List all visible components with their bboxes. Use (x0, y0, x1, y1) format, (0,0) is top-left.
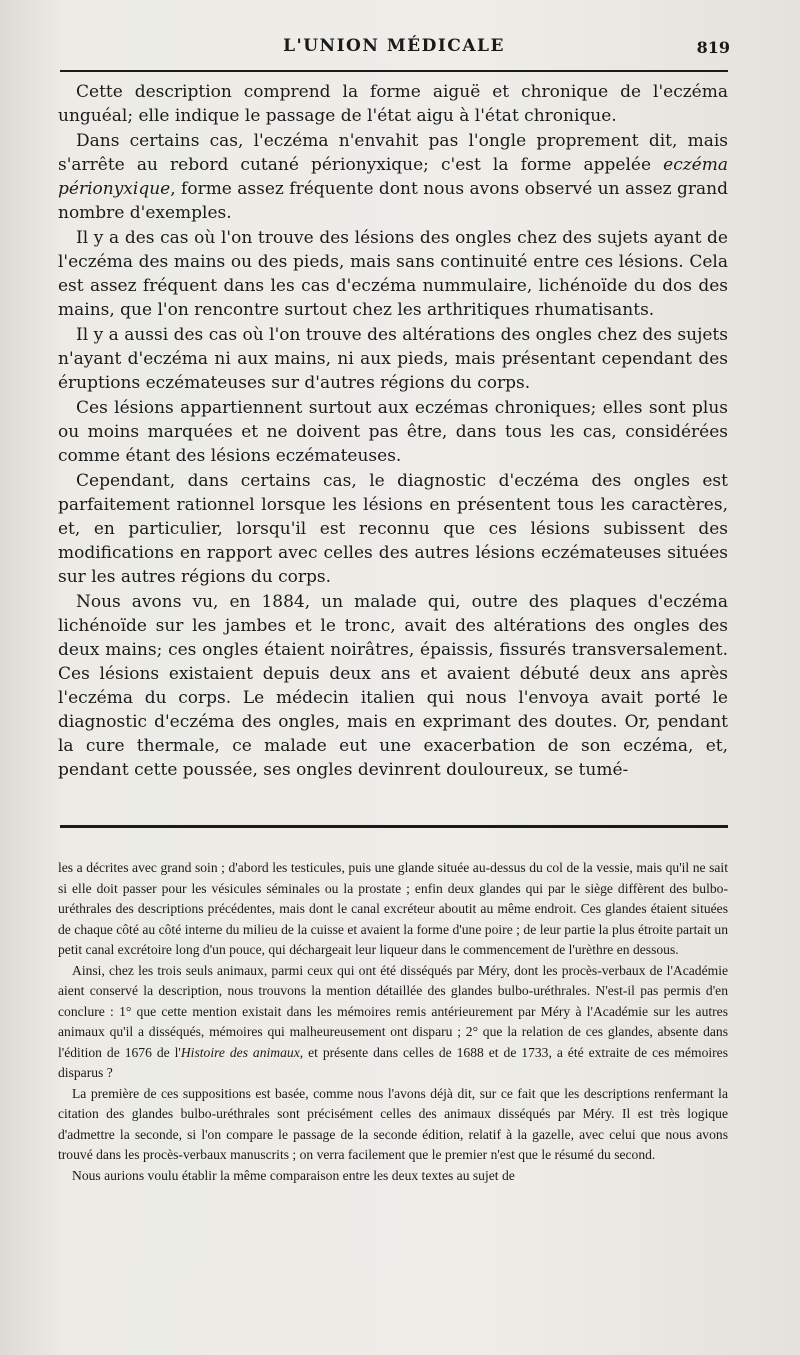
main-text (58, 80, 728, 783)
paragraph: Il y a aussi des cas où l'on trouve des altérations des ongles chez des sujets n'ayant d'eczéma ni aux mains, ni aux pieds, mais présentant cependant des éruptions eczémateuses sur d'autres régions du corps. (58, 325, 728, 393)
footnote-paragraph: Nous aurions voulu établir la même comparaison entre les deux textes au sujet de (72, 1167, 515, 1183)
footnote-text (58, 858, 728, 1186)
header-rule (60, 70, 728, 72)
paragraph: Ces lésions appartiennent surtout aux eczémas chroniques; elles sont plus ou moins marquées et ne doivent pas être, dans tous les cas, considérées comme étant des lésions eczémateuses. (58, 398, 728, 466)
footnote-paragraph: Ainsi, chez les trois seuls animaux, parmi ceux qui ont été disséqués par Méry, dont les procès-verbaux de l'Académie aient conservé la description, nous trouvons la mention détaillée des glandes bulbo-uréthrales. N'est-il pas permis d'en conclure : 1° que cette mention existait dans les mémoires remis antérieurement par Méry à l'Académie sur les autres animaux qu'il a disséqués, mémoires qui malheureusement ont disparu ; 2° que la relation de ces glandes, absente dans l'édition de 1676 de l'Histoire des animaux, et présente dans celles de 1688 et de 1733, a été extraite de ces mémoires disparus ? (58, 962, 728, 1080)
journal-title: L'UNION MÉDICALE (283, 36, 505, 56)
paragraph: Cependant, dans certains cas, le diagnostic d'eczéma des ongles est parfaitement rationnel lorsque les lésions en présentent tous les caractères, et, en particulier, lorsqu'il est reconnu que ces lésions subissent des modifications en rapport avec celles des autres lésions eczémateuses situées sur les autres régions du corps. (58, 471, 728, 587)
paragraph: Cette description comprend la forme aiguë et chronique de l'eczéma unguéal; elle indique le passage de l'état aigu à l'état chronique. (58, 82, 728, 126)
footnote-separator (60, 825, 728, 828)
italic-title: Histoire des animaux (180, 1044, 300, 1060)
italic-term: eczéma périonyxique (58, 155, 728, 199)
footnote-paragraph: La première de ces suppositions est basée, comme nous l'avons déjà dit, sur ce fait que les descriptions renfermant la citation des glandes bulbo-uréthrales sont précisément celles des animaux disséqués par Méry. Il est très logique d'admettre la seconde, si l'on compare le passage de la seconde édition, relatif à la gazelle, avec celui que nous avons trouvé dans les procès-verbaux manuscrits ; on verra facilement que le premier n'est que le résumé du second. (58, 1085, 728, 1162)
footnote-paragraph: les a décrites avec grand soin ; d'abord les testicules, puis une glande située au-dessus du col de la vessie, mais qu'il ne sait si elle doit passer pour les vésicules séminales ou la prostate ; enfin deux glandes qui par le siège diffèrent des bulbo-uréthrales des descriptions précédentes, mais dont le canal excréteur aboutit au même endroit. Ces glandes étaient situées de chaque côté au côté interne du milieu de la cuisse et avaient la forme d'une poire ; de leur partie la plus étroite partait un petit canal excrétoire long d'un pouce, qui déchargeait leur liqueur dans le commencement de l'urèthre en dessous. (58, 860, 728, 957)
paragraph: Dans certains cas, l'eczéma n'envahit pas l'ongle proprement dit, mais s'arrête au rebord cutané périonyxique; c'est la forme appelée eczéma périonyxique, forme assez fréquente dont nous avons observé un assez grand nombre d'exemples. (58, 131, 728, 223)
paragraph: Il y a des cas où l'on trouve des lésions des ongles chez des sujets ayant de l'eczéma des mains ou des pieds, mais sans continuité entre ces lésions. Cela est assez fréquent dans les cas d'eczéma nummulaire, lichénoïde du dos des mains, que l'on rencontre surtout chez les arthritiques rhumatisants. (58, 228, 728, 320)
page-number: 819 (696, 38, 730, 57)
running-header (58, 28, 730, 64)
paragraph: Nous avons vu, en 1884, un malade qui, outre des plaques d'eczéma lichénoïde sur les jambes et le tronc, avait des altérations des ongles des deux mains; ces ongles étaient noirâtres, épaissis, fissurés transversalement. Ces lésions existaient depuis deux ans et avaient débuté deux ans après l'eczéma du corps. Le médecin italien qui nous l'envoya avait porté le diagnostic d'eczéma des ongles, mais en exprimant des doutes. Or, pendant la cure thermale, ce malade eut une exacerbation de son eczéma, et, pendant cette poussée, ses ongles devinrent douloureux, se tumé- (58, 592, 728, 780)
